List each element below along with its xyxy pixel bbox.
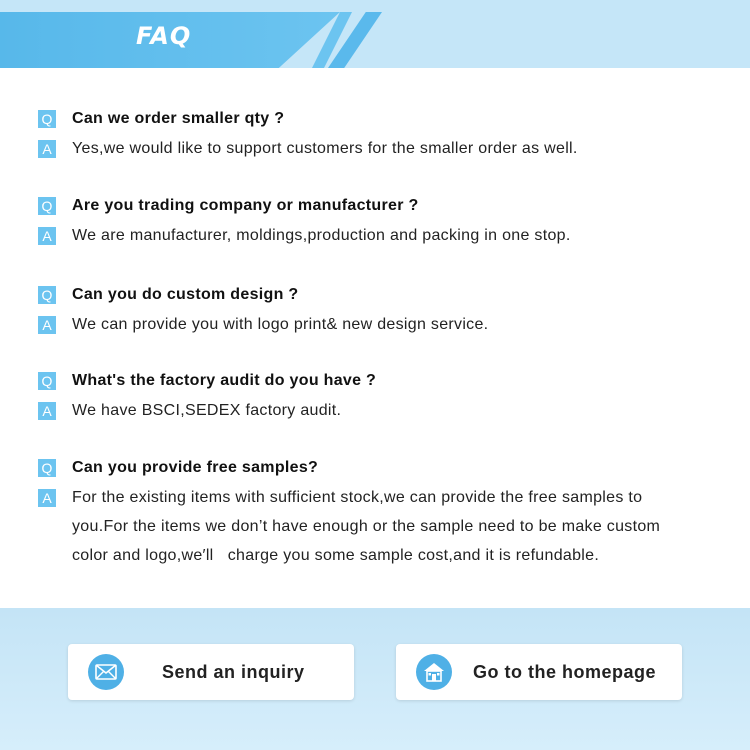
question-text: Can you do custom design ? [72,286,299,303]
q-badge: Q [38,372,56,390]
question-text: What's the factory audit do you have ? [72,372,377,389]
q-badge: Q [38,197,56,215]
answer-text: We are manufacturer, moldings,production and packing in one stop. [72,227,571,244]
house-icon [416,654,452,690]
answer-text [72,483,660,570]
answer-row [38,224,718,250]
question-row [38,195,718,217]
answer-line: you.For the items we don’t have enough or the sample need to be make custom [72,518,661,535]
answer-row [38,137,718,163]
answer-line: For the existing items with sufficient stock,we can provide the free samples to [72,489,643,506]
question-text: Can you provide free samples? [72,459,319,476]
envelope-icon [88,654,124,690]
answer-row [38,486,718,570]
question-row [38,457,718,479]
faq-item [38,370,718,425]
homepage-label: Go to the homepage [473,661,657,682]
answer-row [38,399,718,425]
action-bar [0,608,750,750]
question-text: Are you trading company or manufacturer ? [72,197,419,214]
page-title: FAQ [136,22,192,50]
answer-text: We can provide you with logo print& new design service. [72,316,489,333]
homepage-button[interactable] [396,644,682,700]
q-badge: Q [38,286,56,304]
faq-item [38,108,718,163]
answer-line: color and logo,we′ll charge you some sample cost,and it is refundable. [72,547,600,564]
q-badge: Q [38,459,56,477]
a-badge: A [38,316,56,334]
a-badge: A [38,227,56,245]
a-badge: A [38,140,56,158]
send-inquiry-label: Send an inquiry [162,661,305,682]
question-row [38,370,718,392]
answer-text: We have BSCI,SEDEX factory audit. [72,402,342,419]
question-row [38,108,718,130]
answer-row [38,313,718,339]
a-badge: A [38,489,56,507]
faq-item [38,457,718,570]
faq-item [38,195,718,250]
faq-item [38,284,718,339]
question-text: Can we order smaller qty ? [72,110,285,127]
a-badge: A [38,402,56,420]
send-inquiry-button[interactable] [68,644,354,700]
q-badge: Q [38,110,56,128]
answer-text: Yes,we would like to support customers for the smaller order as well. [72,140,578,157]
faq-header [0,0,750,68]
question-row [38,284,718,306]
